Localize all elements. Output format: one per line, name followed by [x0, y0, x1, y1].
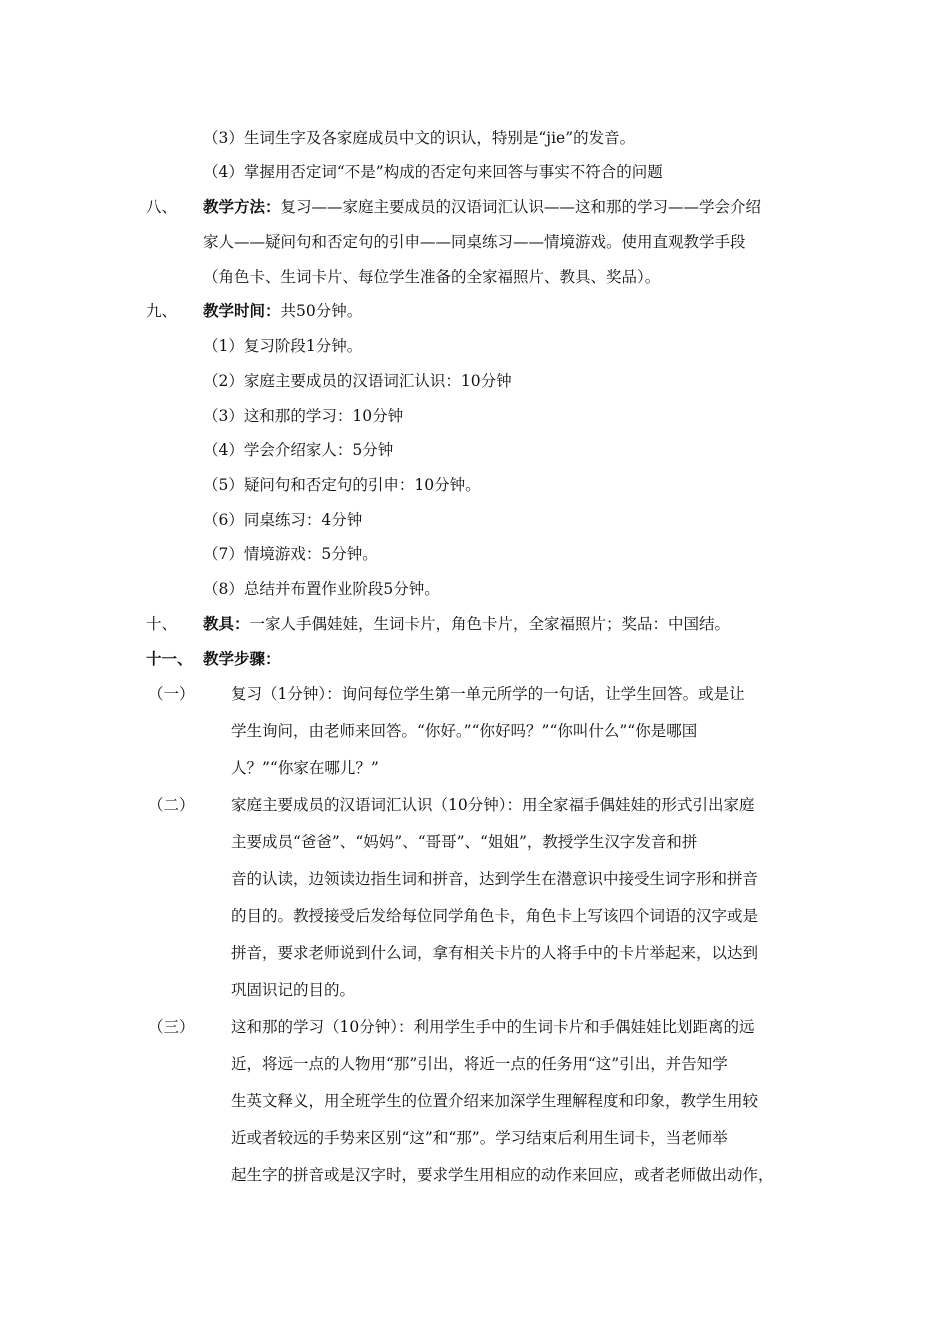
section-10-text: 一家人手偶娃娃，生词卡片，角色卡片，全家福照片；奖品：中国结。: [249, 615, 731, 633]
step-2-line-6: 巩固识记的目的。: [231, 981, 356, 999]
goal-item-4: （4）掌握用否定词“不是”构成的否定句来回答与事实不符合的问题: [203, 163, 663, 181]
step-1-line-1: 复习（1分钟）：询问每位学生第一单元所学的一句话，让学生回答。或是让: [231, 685, 745, 703]
section-8-label: 教学方法：: [203, 197, 281, 216]
section-8-text-2: 家人——疑问句和否定句的引申——同桌练习——情境游戏。使用直观教学手段: [203, 233, 746, 251]
section-9-label: 教学时间：: [203, 301, 281, 320]
section-10-heading: [203, 614, 730, 634]
step-2-line-4: 的目的。教授接受后发给每位同学角色卡，角色卡上写该四个词语的汉字或是: [231, 907, 759, 925]
time-item-2: （2）家庭主要成员的汉语词汇认识：10分钟: [203, 372, 512, 390]
time-item-5: （5）疑问句和否定句的引申：10分钟。: [203, 476, 481, 494]
goal-item-3: （3）生词生字及各家庭成员中文的识认，特别是“jie”的发音。: [203, 129, 636, 147]
section-8-text-1: 复习——家庭主要成员的汉语词汇认识——这和那的学习——学会介绍: [280, 198, 762, 216]
time-item-6: （6）同桌练习：4分钟: [203, 511, 363, 529]
time-item-3: （3）这和那的学习：10分钟: [203, 407, 404, 425]
section-8-text-3: （角色卡、生词卡片、每位学生准备的全家福照片、教具、奖品）。: [203, 268, 661, 286]
time-item-8: （8）总结并布置作业阶段5分钟。: [203, 580, 440, 598]
section-10-number: 十、: [146, 615, 178, 633]
time-item-4: （4）学会介绍家人：5分钟: [203, 441, 394, 459]
step-3-number: （三）: [148, 1018, 195, 1036]
section-9-text: 共50分钟。: [280, 302, 363, 320]
section-11-label: 教学步骤：: [203, 649, 281, 668]
step-3-line-3: 生英文释义，用全班学生的位置介绍来加深学生理解程度和印象，教学生用较: [231, 1092, 759, 1110]
step-1-number: （一）: [148, 685, 195, 703]
step-1-line-3: 人？”“你家在哪儿？”: [231, 759, 379, 777]
step-1-line-2: 学生询问，由老师来回答。“你好。”“你好吗？”“你叫什么”“你是哪国: [231, 722, 698, 740]
section-9-heading: [203, 301, 362, 321]
step-3-line-5: 起生字的拼音或是汉字时，要求学生用相应的动作来回应，或者老师做出动作，: [231, 1166, 774, 1184]
step-2-line-3: 音的认读，边领读边指生词和拼音，达到学生在潜意识中接受生词字形和拼音: [231, 870, 759, 888]
step-2-number: （二）: [148, 796, 195, 814]
section-8-heading: [203, 197, 761, 217]
step-2-line-2: 主要成员“爸爸”、“妈妈”、“哥哥”、“姐姐”，教授学生汉字发音和拼: [231, 833, 698, 851]
step-3-line-2: 近，将远一点的人物用“那”引出，将近一点的任务用“这”引出，并告知学: [231, 1055, 728, 1073]
section-10-label: 教具：: [203, 614, 250, 633]
time-item-1: （1）复习阶段1分钟。: [203, 337, 363, 355]
section-11-number: 十一、: [146, 649, 193, 668]
section-8-number: 八、: [146, 198, 178, 216]
time-item-7: （7）情境游戏：5分钟。: [203, 545, 378, 563]
step-3-line-4: 近或者较远的手势来区别“这”和“那”。学习结束后利用生词卡，当老师举: [231, 1129, 728, 1147]
section-9-number: 九、: [146, 302, 178, 320]
step-2-line-1: 家庭主要成员的汉语词汇认识（10分钟）：用全家福手偶娃娃的形式引出家庭: [231, 796, 755, 814]
step-3-line-1: 这和那的学习（10分钟）：利用学生手中的生词卡片和手偶娃娃比划距离的远: [231, 1018, 755, 1036]
step-2-line-5: 拼音，要求老师说到什么词，拿有相关卡片的人将手中的卡片举起来，以达到: [231, 944, 759, 962]
